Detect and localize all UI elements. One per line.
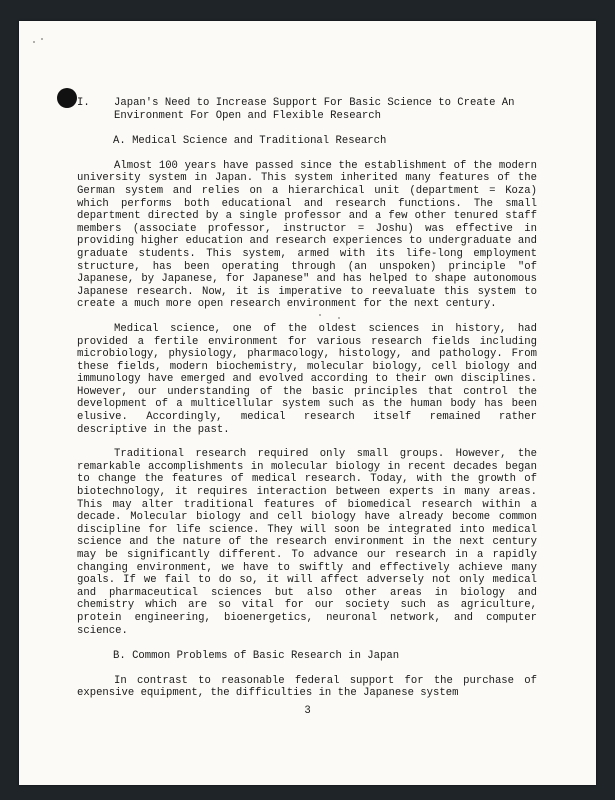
speck	[41, 38, 43, 40]
document-page	[19, 21, 596, 785]
paragraph: In contrast to reasonable federal support for the purchase of expensive equipment, the difficulties in the Japanese system	[77, 674, 537, 700]
page-number: 3	[304, 705, 311, 717]
paragraph: Almost 100 years have passed since the establishment of the modern university system in Japan. This system inherited many features of the German system and relies on a hierarchical unit (department = Koza) which performs both educational and research functions. The small department directed by a single professor and a few other tenured staff members (associate professor, instructor = Joshu) was effective in providing higher education and research experiences to undergraduate and graduate students. This system, armed with its life-long employment structure, has been operating through (an unspoken) principle "of Japanese, by Japanese, for Japanese" and has helped to shape autonomous Japanese research. Now, it is imperative to reevaluate this system to create a much more open research environment for the next century.	[77, 159, 537, 311]
subsection-a-heading: A. Medical Science and Traditional Research	[113, 135, 387, 148]
speck	[33, 41, 35, 43]
section-title: Japan's Need to Increase Support For Basic Science to Create An Environment For Open and Flexible Research	[114, 97, 515, 122]
punch-hole	[57, 88, 77, 108]
section-number: I.	[77, 97, 90, 109]
document-body	[77, 97, 537, 712]
section-heading	[77, 97, 537, 122]
subsection-b-heading: B. Common Problems of Basic Research in Japan	[113, 650, 400, 663]
paragraph: Medical science, one of the oldest sciences in history, had provided a fertile environment for various research fields including microbiology, physiology, pharmacology, histology, and pathology. From these fields, modern biochemistry, molecular biology, cell biology and immunology have emerged and evolved according to their own disciplines. However, our understanding of the basic principles that control the development of a multicellular system such as the human body has been elusive. Accordingly, medical research itself remained rather descriptive in the past.	[77, 322, 537, 436]
paragraph: Traditional research required only small groups. However, the remarkable accomplishments in molecular biology in recent decades began to change the features of medical research. Today, with the growth of biotechnology, it requires interaction between experts in many areas. This may alter traditional features of biomedical research within a decade. Molecular biology and cell biology have already become common discipline for life science. They will soon be integrated into medical science and the nature of the research environment in the next century may be significantly different. To advance our research in a rapidly changing environment, we have to swiftly and effectively achieve many goals. If we fail to do so, it will affect adversely not only medical and pharmaceutical sciences but also other areas in biology and chemistry which are so vital for our society such as agriculture, protein engineering, bioenergetics, neuronal network, and computer science.	[77, 448, 537, 637]
